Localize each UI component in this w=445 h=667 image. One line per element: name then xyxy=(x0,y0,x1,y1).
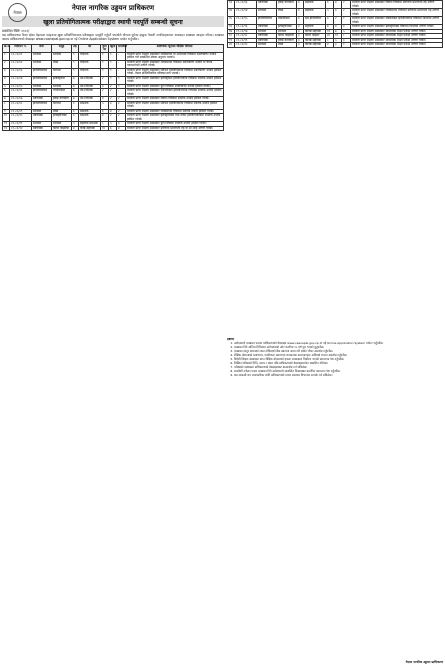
table-cell-samuha: लेखा xyxy=(277,9,297,17)
table-header-cell: समूह xyxy=(52,44,72,52)
table-cell-sewa: प्रशासन xyxy=(257,9,277,17)
table-cell-sn: १५ xyxy=(228,17,235,25)
table-cell-pad: सहायक xyxy=(304,25,326,30)
vacancy-table-left xyxy=(2,44,224,132)
table-cell-samuha: सिभिल xyxy=(52,68,72,76)
note-item: 3. दरखास्त दस्तुर बापतको रकम तोकिएको बैंक खातामा जम्मा गरी सोको भौचर अपलोड गर्नुपर्नेछ। xyxy=(234,350,443,354)
table-cell-yog: मान्यता प्राप्त शिक्षण संस्थाबाट एरोनटिकल इञ्जिनियरिङ विषयमा स्नातक उपाधि हासिल गरेको। xyxy=(126,89,224,97)
note-item: 5. विदेशी शिक्षण संस्थाबाट प्राप्त शैक्षिक योग्यताको हकमा समकक्षता निर्धारण भएको प्रमाणपत्र पेश गर्नुपर्नेछ। xyxy=(234,358,443,362)
table-cell-khula: ४ xyxy=(334,1,342,9)
table-cell-khula: ६ xyxy=(109,126,117,131)
table-cell-taha: ९ xyxy=(72,68,79,76)
intro-paragraph: यस प्राधिकरणमा रिक्त रहेका देहायका पदहरूमा खुला प्रतियोगितात्मक परीक्षाद्वारा पदपूर्ति गर्नुपर्ने भएकोले योग्यता पुगेका इच्छुक नेपाली नागरिकहरूबाट अनलाइन दरखास्त आव्हान गरिन्छ। दरखास्त फाराम प्राधिकरणको वेबसाइट www.caanepal.gov.np मा गई Online Application System मार्फत भर्नुपर्नेछ। xyxy=(2,33,224,41)
table-cell-taha: ९ xyxy=(72,52,79,60)
table-cell-adv: ८१-८२/१७ xyxy=(235,29,257,34)
table-header-cell: कुल पद xyxy=(102,43,107,52)
notice-header xyxy=(2,4,224,42)
table-cell-sam: २ xyxy=(117,109,126,114)
table-cell-taha: ३ xyxy=(297,43,304,48)
table-cell-sam: २ xyxy=(117,101,126,109)
table-cell-sewa: प्राविधिक xyxy=(32,126,52,131)
table-cell-pad: सब-इञ्जिनियर xyxy=(304,17,326,25)
table-cell-khula: २ xyxy=(109,114,117,122)
table-cell-kul: २ xyxy=(101,89,109,97)
table-cell-taha: ७ xyxy=(72,84,79,89)
table-cell-yog: मान्यता प्राप्त शिक्षण संस्थाबाट प्रवीणता प्रमाणपत्र तह वा सो सरह उत्तीर्ण गरेको। xyxy=(126,126,224,131)
table-cell-samuha: प्रशासन xyxy=(277,29,297,34)
table-cell-adv: ८१-८२/१८ xyxy=(235,34,257,39)
table-cell-pad: उप-निर्देशक xyxy=(79,89,101,97)
table-cell-samuha: सिभिल xyxy=(52,101,72,109)
table-cell-kul: १० xyxy=(101,126,109,131)
table-cell-sewa: इञ्जिनियरिङ xyxy=(32,101,52,109)
table-cell-sewa: प्राविधिक xyxy=(257,25,277,30)
table-cell-adv: ८१-८२/०५ xyxy=(10,84,32,89)
table-cell-sn: १३ xyxy=(228,1,235,9)
table-cell-pad: कनिष्ठ सहायक xyxy=(304,43,326,48)
table-cell-adv: ८१-८२/०४ xyxy=(10,76,32,84)
table-cell-samuha: प्रशासन xyxy=(52,122,72,127)
table-cell-yog: मान्यता प्राप्त शिक्षण संस्थाबाट माध्यमिक शिक्षा परीक्षा उत्तीर्ण गरेको। xyxy=(351,43,443,48)
table-cell-yog: मान्यता प्राप्त शिक्षण संस्थाबाट मेकानिकल इञ्जिनियरिङ विषयमा डिप्लोमा उत्तीर्ण गरेको। xyxy=(351,17,443,25)
table-cell-taha: ५ xyxy=(72,122,79,127)
org-title: नेपाल नागरिक उड्डयन प्राधिकरण xyxy=(71,4,155,12)
table-cell-yog: मान्यता प्राप्त शिक्षण संस्थाबाट व्यवस्थापन विषयमा स्नातकोत्तर उपाधि वा चार्टर्ड एकाउन्टेन्सी उत्तीर्ण गरेको। xyxy=(126,60,224,68)
notes-section xyxy=(227,338,443,378)
table-cell-sam: ३ xyxy=(117,122,126,127)
table-cell-sewa: प्रशासन xyxy=(32,84,52,89)
table-cell-pad: निर्देशक xyxy=(79,60,101,68)
table-cell-pad: प्रबन्धक xyxy=(79,109,101,114)
table-cell-taha: ७ xyxy=(72,76,79,84)
table-cell-pad: निर्देशक xyxy=(79,52,101,60)
table-cell-yog: मान्यता प्राप्त शिक्षण संस्थाबाट सिभिल इञ्जिनियरिङ विषयमा स्नातक उपाधि हासिल गरेको। xyxy=(126,101,224,109)
table-body-right xyxy=(228,1,443,48)
notes-title: द्रष्टव्यः xyxy=(227,337,235,341)
table-cell-adv: ८१-८२/१२ xyxy=(10,126,32,131)
table-cell-sam: ५ xyxy=(342,29,351,34)
table-cell-pad: कनिष्ठ सहायक xyxy=(304,38,326,43)
footer-signature: नेपाल नागरिक उड्डयन प्राधिकरण xyxy=(405,660,443,664)
table-cell-pad: फायर फाइटर xyxy=(304,34,326,39)
table-cell-adv: ८१-८२/१५ xyxy=(235,17,257,25)
table-cell-sam: ८ xyxy=(342,34,351,39)
table-cell-khula: २ xyxy=(334,17,342,25)
table-cell-sewa: इञ्जिनियरिङ xyxy=(32,68,52,76)
table-cell-sewa: प्रशासन xyxy=(32,52,52,60)
table-cell-sn: ५ xyxy=(3,84,10,89)
table-cell-sam: २ xyxy=(117,97,126,102)
table-cell-sam: ३ xyxy=(342,25,351,30)
table-cell-adv: ८१-८२/०२ xyxy=(10,60,32,68)
table-cell-taha: ६ xyxy=(72,114,79,122)
table-cell-sewa: प्रशासन xyxy=(32,109,52,114)
table-cell-adv: ८१-८२/०१ xyxy=(10,52,32,60)
note-item: 8. समावेशी तर्फका पदमा दरखास्त दिने उम्मेदवारले सम्बन्धित निकायबाट प्रमाणित कागजात पेश गर्नुपर्नेछ। xyxy=(234,370,443,374)
table-cell-khula: १ xyxy=(109,76,117,84)
table-cell-khula: १ xyxy=(109,60,117,68)
left-column xyxy=(2,0,224,131)
note-item: 1. उम्मेदवारले दरखास्त फाराम प्राधिकरणको वेबसाइट www.caanepal.gov.np मा गई Online Application System मार्फत भर्नुपर्नेछ। xyxy=(234,342,443,346)
table-cell-khula: ३ xyxy=(334,9,342,17)
table-cell-kul: ३ xyxy=(326,17,334,25)
table-cell-samuha: फायर फाइटिङ xyxy=(277,34,297,39)
table-cell-samuha: हवाई यातायात xyxy=(277,38,297,43)
table-cell-pad: कनिष्ठ सहायक xyxy=(304,29,326,34)
table-cell-pad: उप-निर्देशक xyxy=(79,97,101,102)
table-header-cell: सेवा xyxy=(32,44,52,52)
table-cell-pad: सहायक प्रबन्धक xyxy=(79,122,101,127)
caan-logo xyxy=(8,3,27,22)
table-header-cell: आवश्यक न्यूनतम शैक्षिक योग्यता xyxy=(126,44,224,52)
table-cell-taha: ३ xyxy=(297,29,304,34)
table-cell-samuha: लेखा xyxy=(277,43,297,48)
table-cell-khula: ५ xyxy=(334,38,342,43)
table-cell-yog: मान्यता प्राप्त शिक्षण संस्थाबाट माध्यमिक शिक्षा परीक्षा उत्तीर्ण गरेको। xyxy=(351,38,443,43)
table-cell-adv: ८१-८२/१० xyxy=(10,114,32,122)
table-cell-kul: १२ xyxy=(326,29,334,34)
table-cell-yog: मान्यता प्राप्त शिक्षण संस्थाबाट कुनै विषयमा स्नातक उपाधि हासिल गरेको। xyxy=(126,122,224,127)
table-body-left xyxy=(3,52,224,131)
table-cell-pad: उप-निर्देशक xyxy=(79,76,101,84)
table-header-row xyxy=(3,44,224,52)
table-cell-yog: मान्यता प्राप्त शिक्षण संस्थाबाट विज्ञान विषयमा प्रवीणता प्रमाणपत्र तह उत्तीर्ण गरेको। xyxy=(351,1,443,9)
table-cell-sewa: प्रशासन xyxy=(32,122,52,127)
table-cell-taha: ४ xyxy=(297,9,304,17)
table-cell-samuha: इलेक्ट्रोनिक्स xyxy=(277,25,297,30)
table-row xyxy=(3,60,224,68)
table-cell-samuha: लेखा xyxy=(52,109,72,114)
table-cell-samuha: एरोनटिकल xyxy=(52,89,72,97)
table-row xyxy=(3,68,224,76)
table-cell-samuha: हवाई यातायात xyxy=(52,97,72,102)
table-cell-sam: ४ xyxy=(117,126,126,131)
table-cell-kul: ८ xyxy=(326,38,334,43)
table-cell-khula: ३ xyxy=(109,101,117,109)
table-cell-taha: ७ xyxy=(72,89,79,97)
table-cell-pad: वरिष्ठ सहायक xyxy=(79,126,101,131)
table-cell-taha: ३ xyxy=(297,38,304,43)
table-header-cell: विज्ञापन नं. xyxy=(10,44,32,52)
table-cell-yog: मान्यता प्राप्त शिक्षण संस्थाबाट व्यवस्थापन विषयमा स्नातक उपाधि हासिल गरेको। xyxy=(126,109,224,114)
table-cell-pad: निर्देशक xyxy=(79,68,101,76)
table-cell-adv: ८१-८२/१४ xyxy=(235,9,257,17)
table-cell-sn: १८ xyxy=(228,34,235,39)
table-cell-sam: २ xyxy=(342,9,351,17)
note-item: 7. परीक्षाको पाठ्यक्रम प्राधिकरणको वेबसाइटबाट डाउनलोड गर्न सकिनेछ। xyxy=(234,366,443,370)
table-cell-kul: ४ xyxy=(326,43,334,48)
table-cell-yog: मान्यता प्राप्त शिक्षण संस्थाबाट विज्ञान विषयमा स्नातक उपाधि हासिल गरेको। xyxy=(126,97,224,102)
table-row xyxy=(3,101,224,109)
table-cell-khula: ७ xyxy=(334,29,342,34)
table-cell-sn: १९ xyxy=(228,38,235,43)
table-cell-adv: ८१-८२/१६ xyxy=(235,25,257,30)
table-cell-sn: १४ xyxy=(228,9,235,17)
table-cell-adv: ८१-८२/०९ xyxy=(10,109,32,114)
note-item: 2. दरखास्त दिने अन्तिम मितिसम्म उम्मेदवारको उमेर कम्तीमा १८ वर्ष पूरा भएको हुनुपर्नेछ। xyxy=(234,346,443,350)
table-cell-sn: १६ xyxy=(228,25,235,30)
table-cell-taha: ९ xyxy=(72,60,79,68)
table-cell-taha: ४ xyxy=(297,17,304,25)
table-cell-sam: १ xyxy=(117,76,126,84)
table-cell-pad: उप-निर्देशक xyxy=(79,84,101,89)
logo-text: नेपाल xyxy=(13,9,22,15)
table-cell-yog: मान्यता प्राप्त शिक्षण संस्थाबाट माध्यमिक शिक्षा परीक्षा उत्तीर्ण गरेको। xyxy=(351,34,443,39)
table-cell-sam: - xyxy=(117,68,126,76)
table-cell-pad: सहायक xyxy=(304,1,326,9)
table-cell-sewa: इञ्जिनियरिङ xyxy=(257,17,277,25)
table-cell-sewa: प्राविधिक xyxy=(32,114,52,122)
table-cell-adv: ८१-८२/०७ xyxy=(10,97,32,102)
table-cell-taha: ३ xyxy=(297,34,304,39)
table-cell-pad: प्रबन्धक xyxy=(79,101,101,109)
table-cell-adv: ८१-८२/०८ xyxy=(10,101,32,109)
table-cell-sn: १० xyxy=(3,114,10,122)
table-cell-sn: ४ xyxy=(3,76,10,84)
notes-list xyxy=(227,342,443,378)
table-cell-adv: ८१-८२/०६ xyxy=(10,89,32,97)
table-cell-yog: मान्यता प्राप्त शिक्षण संस्थाबाट व्यवस्थापन वा अर्थशास्त्र विषयमा स्नातकोत्तर उपाधि हासिल गरी सम्बन्धित क्षेत्रमा अनुभव भएको। xyxy=(126,52,224,60)
table-cell-sewa: इञ्जिनियरिङ xyxy=(32,89,52,97)
table-row xyxy=(228,43,443,48)
table-header-cell: क्र.सं. xyxy=(3,44,10,52)
table-cell-taha: ७ xyxy=(72,97,79,102)
table-header-cell: समावेशी xyxy=(117,44,126,52)
table-cell-sewa: प्राविधिक xyxy=(257,34,277,39)
right-column xyxy=(227,0,443,48)
table-cell-kul: ४ xyxy=(101,97,109,102)
table-cell-sam: १ xyxy=(342,43,351,48)
table-cell-yog: मान्यता प्राप्त शिक्षण संस्थाबाट व्यवस्थापन विषयमा प्रवीणता प्रमाणपत्र तह उत्तीर्ण गरेको। xyxy=(351,9,443,17)
table-cell-khula: १ xyxy=(109,68,117,76)
table-cell-sam: ३ xyxy=(342,38,351,43)
table-cell-taha: ६ xyxy=(72,101,79,109)
table-cell-kul: ३ xyxy=(101,84,109,89)
table-cell-pad: प्रबन्धक xyxy=(79,114,101,122)
table-cell-adv: ८१-८२/१९ xyxy=(235,38,257,43)
table-cell-samuha: इलेक्ट्रिकल xyxy=(52,76,72,84)
table-cell-sn: २ xyxy=(3,60,10,68)
notice-title: खुला प्रतियोगितात्मक परीक्षाद्वारा स्थायी पदपूर्ति सम्बन्धी सूचना xyxy=(2,16,224,27)
table-cell-sam: - xyxy=(117,89,126,97)
table-row xyxy=(3,76,224,84)
table-cell-sn: १२ xyxy=(3,126,10,131)
table-cell-sam: १ xyxy=(342,17,351,25)
table-cell-khula: ४ xyxy=(109,109,117,114)
table-cell-kul: ४ xyxy=(101,114,109,122)
table-cell-samuha: हवाई यातायात xyxy=(277,1,297,9)
table-cell-khula: २ xyxy=(109,97,117,102)
table-cell-sam: - xyxy=(117,52,126,60)
table-cell-yog: मान्यता प्राप्त शिक्षण संस्थाबाट सिभिल इञ्जिनियरिङ विषयमा स्नातकोत्तर उपाधि हासिल गरेको, नेपाल इञ्जिनियरिङ परिषद्मा दर्ता भएको। xyxy=(126,68,224,76)
table-cell-sn: ८ xyxy=(3,101,10,109)
table-cell-adv: ८१-८२/११ xyxy=(10,122,32,127)
table-cell-sn: ९ xyxy=(3,109,10,114)
table-cell-kul: ६ xyxy=(101,109,109,114)
table-cell-sam: - xyxy=(117,60,126,68)
table-cell-sam: २ xyxy=(117,114,126,122)
table-cell-kul: १ xyxy=(101,68,109,76)
table-cell-kul: १ xyxy=(101,52,109,60)
table-cell-samuha: फायर फाइटिङ xyxy=(52,126,72,131)
table-cell-kul: ८ xyxy=(101,122,109,127)
table-cell-yog: मान्यता प्राप्त शिक्षण संस्थाबाट कुनै विषयमा स्नातकोत्तर उपाधि हासिल गरेको। xyxy=(126,84,224,89)
table-cell-sewa: प्रशासन xyxy=(257,29,277,34)
table-cell-khula: २ xyxy=(109,84,117,89)
table-cell-sn: ६ xyxy=(3,89,10,97)
note-item: 9. यस सम्बन्धी थप जानकारीका लागि प्राधिकरणको मानव संसाधन विभागमा सम्पर्क गर्न सकिनेछ। xyxy=(234,374,443,378)
table-cell-kul: १ xyxy=(101,60,109,68)
table-cell-khula: ४ xyxy=(334,25,342,30)
table-cell-taha: ४ xyxy=(297,25,304,30)
table-row xyxy=(3,52,224,60)
table-cell-samuha: इलेक्ट्रोनिक्स xyxy=(52,114,72,122)
table-cell-kul: ५ xyxy=(326,9,334,17)
table-cell-sn: १७ xyxy=(228,29,235,34)
table-cell-sn: ११ xyxy=(3,122,10,127)
table-cell-khula: १२ xyxy=(334,34,342,39)
table-cell-adv: ८१-८२/१३ xyxy=(235,1,257,9)
table-cell-sn: ३ xyxy=(3,68,10,76)
table-cell-kul: २ xyxy=(101,76,109,84)
table-cell-sn: १ xyxy=(3,52,10,60)
table-cell-kul: ६ xyxy=(326,1,334,9)
table-cell-kul: २० xyxy=(326,34,334,39)
table-cell-taha: ६ xyxy=(72,109,79,114)
table-cell-khula: ३ xyxy=(334,43,342,48)
table-cell-taha: ४ xyxy=(72,126,79,131)
table-cell-kul: ७ xyxy=(326,25,334,30)
table-row xyxy=(3,126,224,131)
table-cell-sewa: प्राविधिक xyxy=(32,97,52,102)
table-cell-yog: मान्यता प्राप्त शिक्षण संस्थाबाट इलेक्ट्रिकल इञ्जिनियरिङ विषयमा स्नातक उपाधि हासिल गरेको। xyxy=(126,76,224,84)
table-cell-sewa: प्रशासन xyxy=(32,60,52,68)
table-cell-adv: ८१-८२/२० xyxy=(235,43,257,48)
table-cell-sewa: प्रशासन xyxy=(257,43,277,48)
table-cell-sewa: प्राविधिक xyxy=(257,38,277,43)
publish-date: प्रकाशित मितिः २०८१/ xyxy=(2,29,30,33)
note-item: 4. शैक्षिक योग्यताको प्रमाणपत्र, नागरिकता प्रमाणपत्र लगायतका कागजातहरू अनिवार्य रूपमा अपलोड गर्नुपर्नेछ। xyxy=(234,354,443,358)
table-cell-sn: ७ xyxy=(3,97,10,102)
table-header-cell: तह xyxy=(72,44,79,52)
table-cell-sewa: प्राविधिक xyxy=(257,1,277,9)
table-cell-sewa: इञ्जिनियरिङ xyxy=(32,76,52,84)
note-item: 6. लिखित परीक्षाको मिति, समय र स्थान पछि प्राधिकरणको वेबसाइटमार्फत प्रकाशित गरिनेछ। xyxy=(234,362,443,366)
table-cell-taha: ४ xyxy=(297,1,304,9)
table-cell-yog: मान्यता प्राप्त शिक्षण संस्थाबाट इलेक्ट्रोनिक्स विषयमा डिप्लोमा उत्तीर्ण गरेको। xyxy=(351,25,443,30)
table-cell-samuha: प्रशासन xyxy=(52,84,72,89)
table-cell-khula: ५ xyxy=(109,122,117,127)
table-header-cell: पद xyxy=(79,44,101,52)
table-cell-khula: २ xyxy=(109,89,117,97)
table-cell-samuha: लेखा xyxy=(52,60,72,68)
vacancy-table-right xyxy=(227,0,443,48)
table-cell-pad: सहायक xyxy=(304,9,326,17)
table-cell-kul: ५ xyxy=(101,101,109,109)
table-cell-yog: मान्यता प्राप्त शिक्षण संस्थाबाट इलेक्ट्रोनिक्स तथा संचार इञ्जिनियरिङमा स्नातक उपाधि हासिल गरेको। xyxy=(126,114,224,122)
table-cell-adv: ८१-८२/०३ xyxy=(10,68,32,76)
table-cell-khula: १ xyxy=(109,52,117,60)
table-cell-sn: २० xyxy=(228,43,235,48)
table-cell-sam: १ xyxy=(117,84,126,89)
table-header-cell: खुला xyxy=(109,44,117,52)
table-cell-samuha: मेकानिकल xyxy=(277,17,297,25)
table-cell-samuha: प्रशासन xyxy=(52,52,72,60)
table-cell-yog: मान्यता प्राप्त शिक्षण संस्थाबाट माध्यमिक शिक्षा परीक्षा उत्तीर्ण गरेको। xyxy=(351,29,443,34)
table-cell-sam: २ xyxy=(342,1,351,9)
